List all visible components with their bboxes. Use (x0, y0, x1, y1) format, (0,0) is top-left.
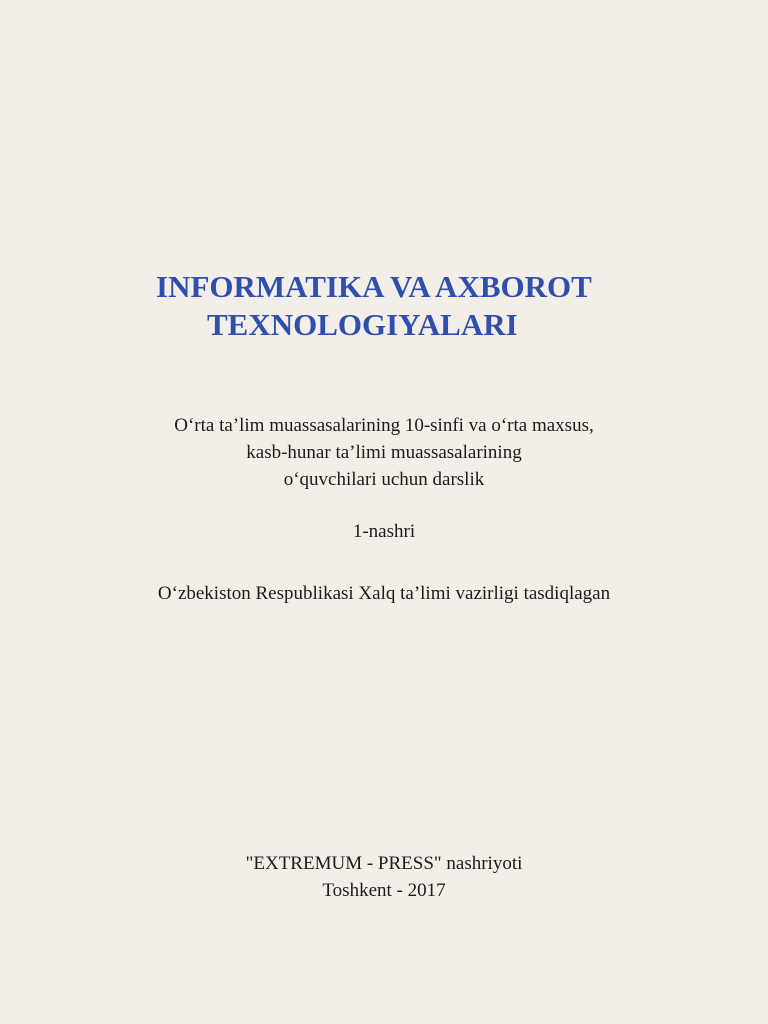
subtitle-line-2: kasb-hunar ta’limi muassasalarining (246, 442, 522, 463)
subtitle-line-3: o‘quvchilari uchun darslik (283, 469, 485, 490)
publisher-name: "EXTREMUM - PRESS" nashriyoti (245, 853, 523, 874)
edition-label: 1-nashri (352, 521, 416, 542)
book-title-line-2: TEXNOLOGIYALARI (207, 307, 518, 342)
publisher-block (0, 850, 768, 904)
book-subtitle (0, 412, 768, 493)
subtitle-line-1: O‘rta ta’lim muassasalarining 10-sinfi va o‘rta maxsus, (174, 415, 594, 436)
book-title-line-1: INFORMATIKA VA AXBOROT (156, 269, 592, 304)
publisher-city-year: Toshkent - 2017 (322, 880, 446, 901)
approval-statement: O‘zbekiston Respublikasi Xalq ta’limi vazirligi tasdiqlagan (157, 583, 611, 604)
